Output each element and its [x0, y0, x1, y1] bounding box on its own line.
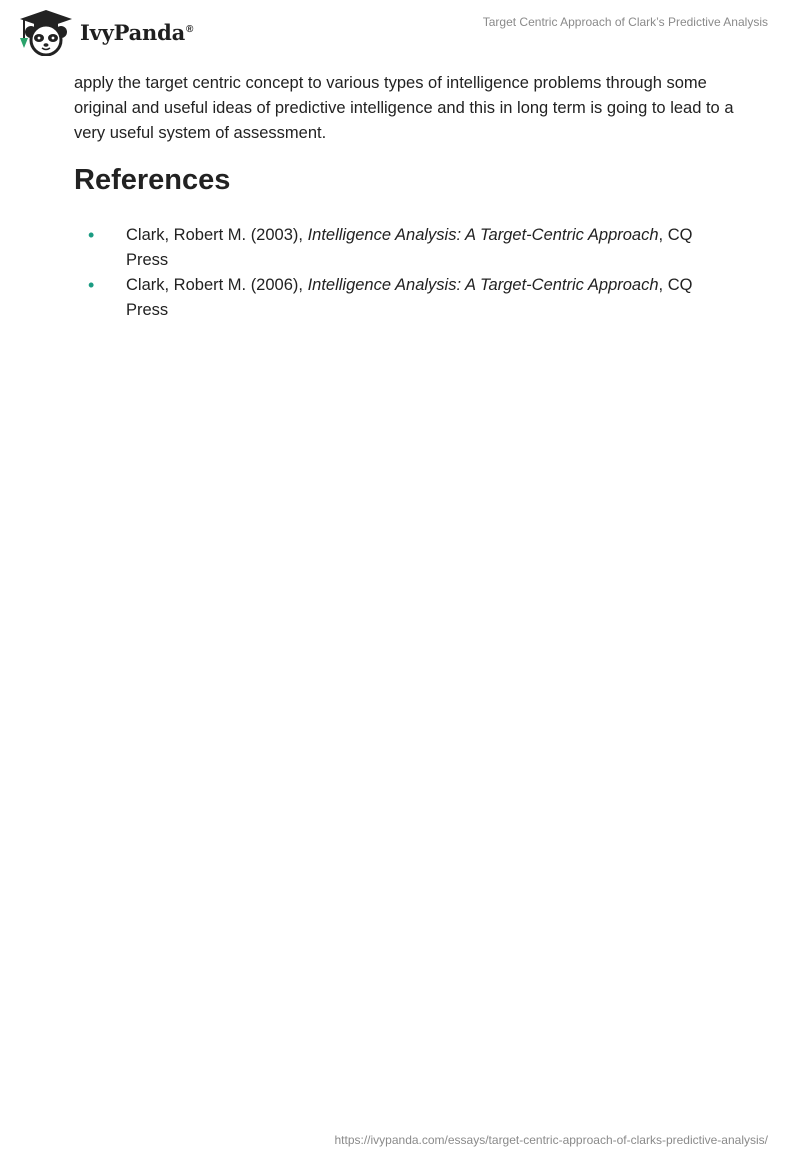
references-list	[74, 223, 724, 323]
logo-wordmark: IvyPanda®	[80, 19, 194, 45]
reference-title: Intelligence Analysis: A Target-Centric Approach	[307, 226, 659, 244]
footer-source-url[interactable]: https://ivypanda.com/essays/target-centric-approach-of-clarks-predictive-analysis/	[334, 1133, 768, 1147]
reference-publisher: , CQ Press	[126, 226, 693, 269]
reference-author-year: Clark, Robert M. (2003),	[126, 226, 308, 244]
body-paragraph: apply the target centric concept to various types of intelligence problems through some original and useful ideas of predictive intelligence and this in long term is going to lead to a very useful system of assessment.	[74, 74, 734, 142]
bullet-icon: •	[88, 225, 95, 245]
reference-publisher: , CQ Press	[126, 276, 693, 319]
reference-item	[74, 223, 724, 273]
document-title: Target Centric Approach of Clark’s Predictive Analysis	[482, 15, 768, 29]
reference-title: Intelligence Analysis: A Target-Centric Approach	[307, 276, 659, 294]
references-heading: References	[74, 164, 231, 196]
registered-mark: ®	[186, 23, 194, 35]
bullet-icon: •	[88, 275, 95, 295]
panda-graduate-icon	[16, 8, 74, 56]
reference-author-year: Clark, Robert M. (2006),	[126, 276, 308, 294]
reference-item	[74, 273, 724, 323]
ivypanda-logo[interactable]	[16, 8, 193, 56]
